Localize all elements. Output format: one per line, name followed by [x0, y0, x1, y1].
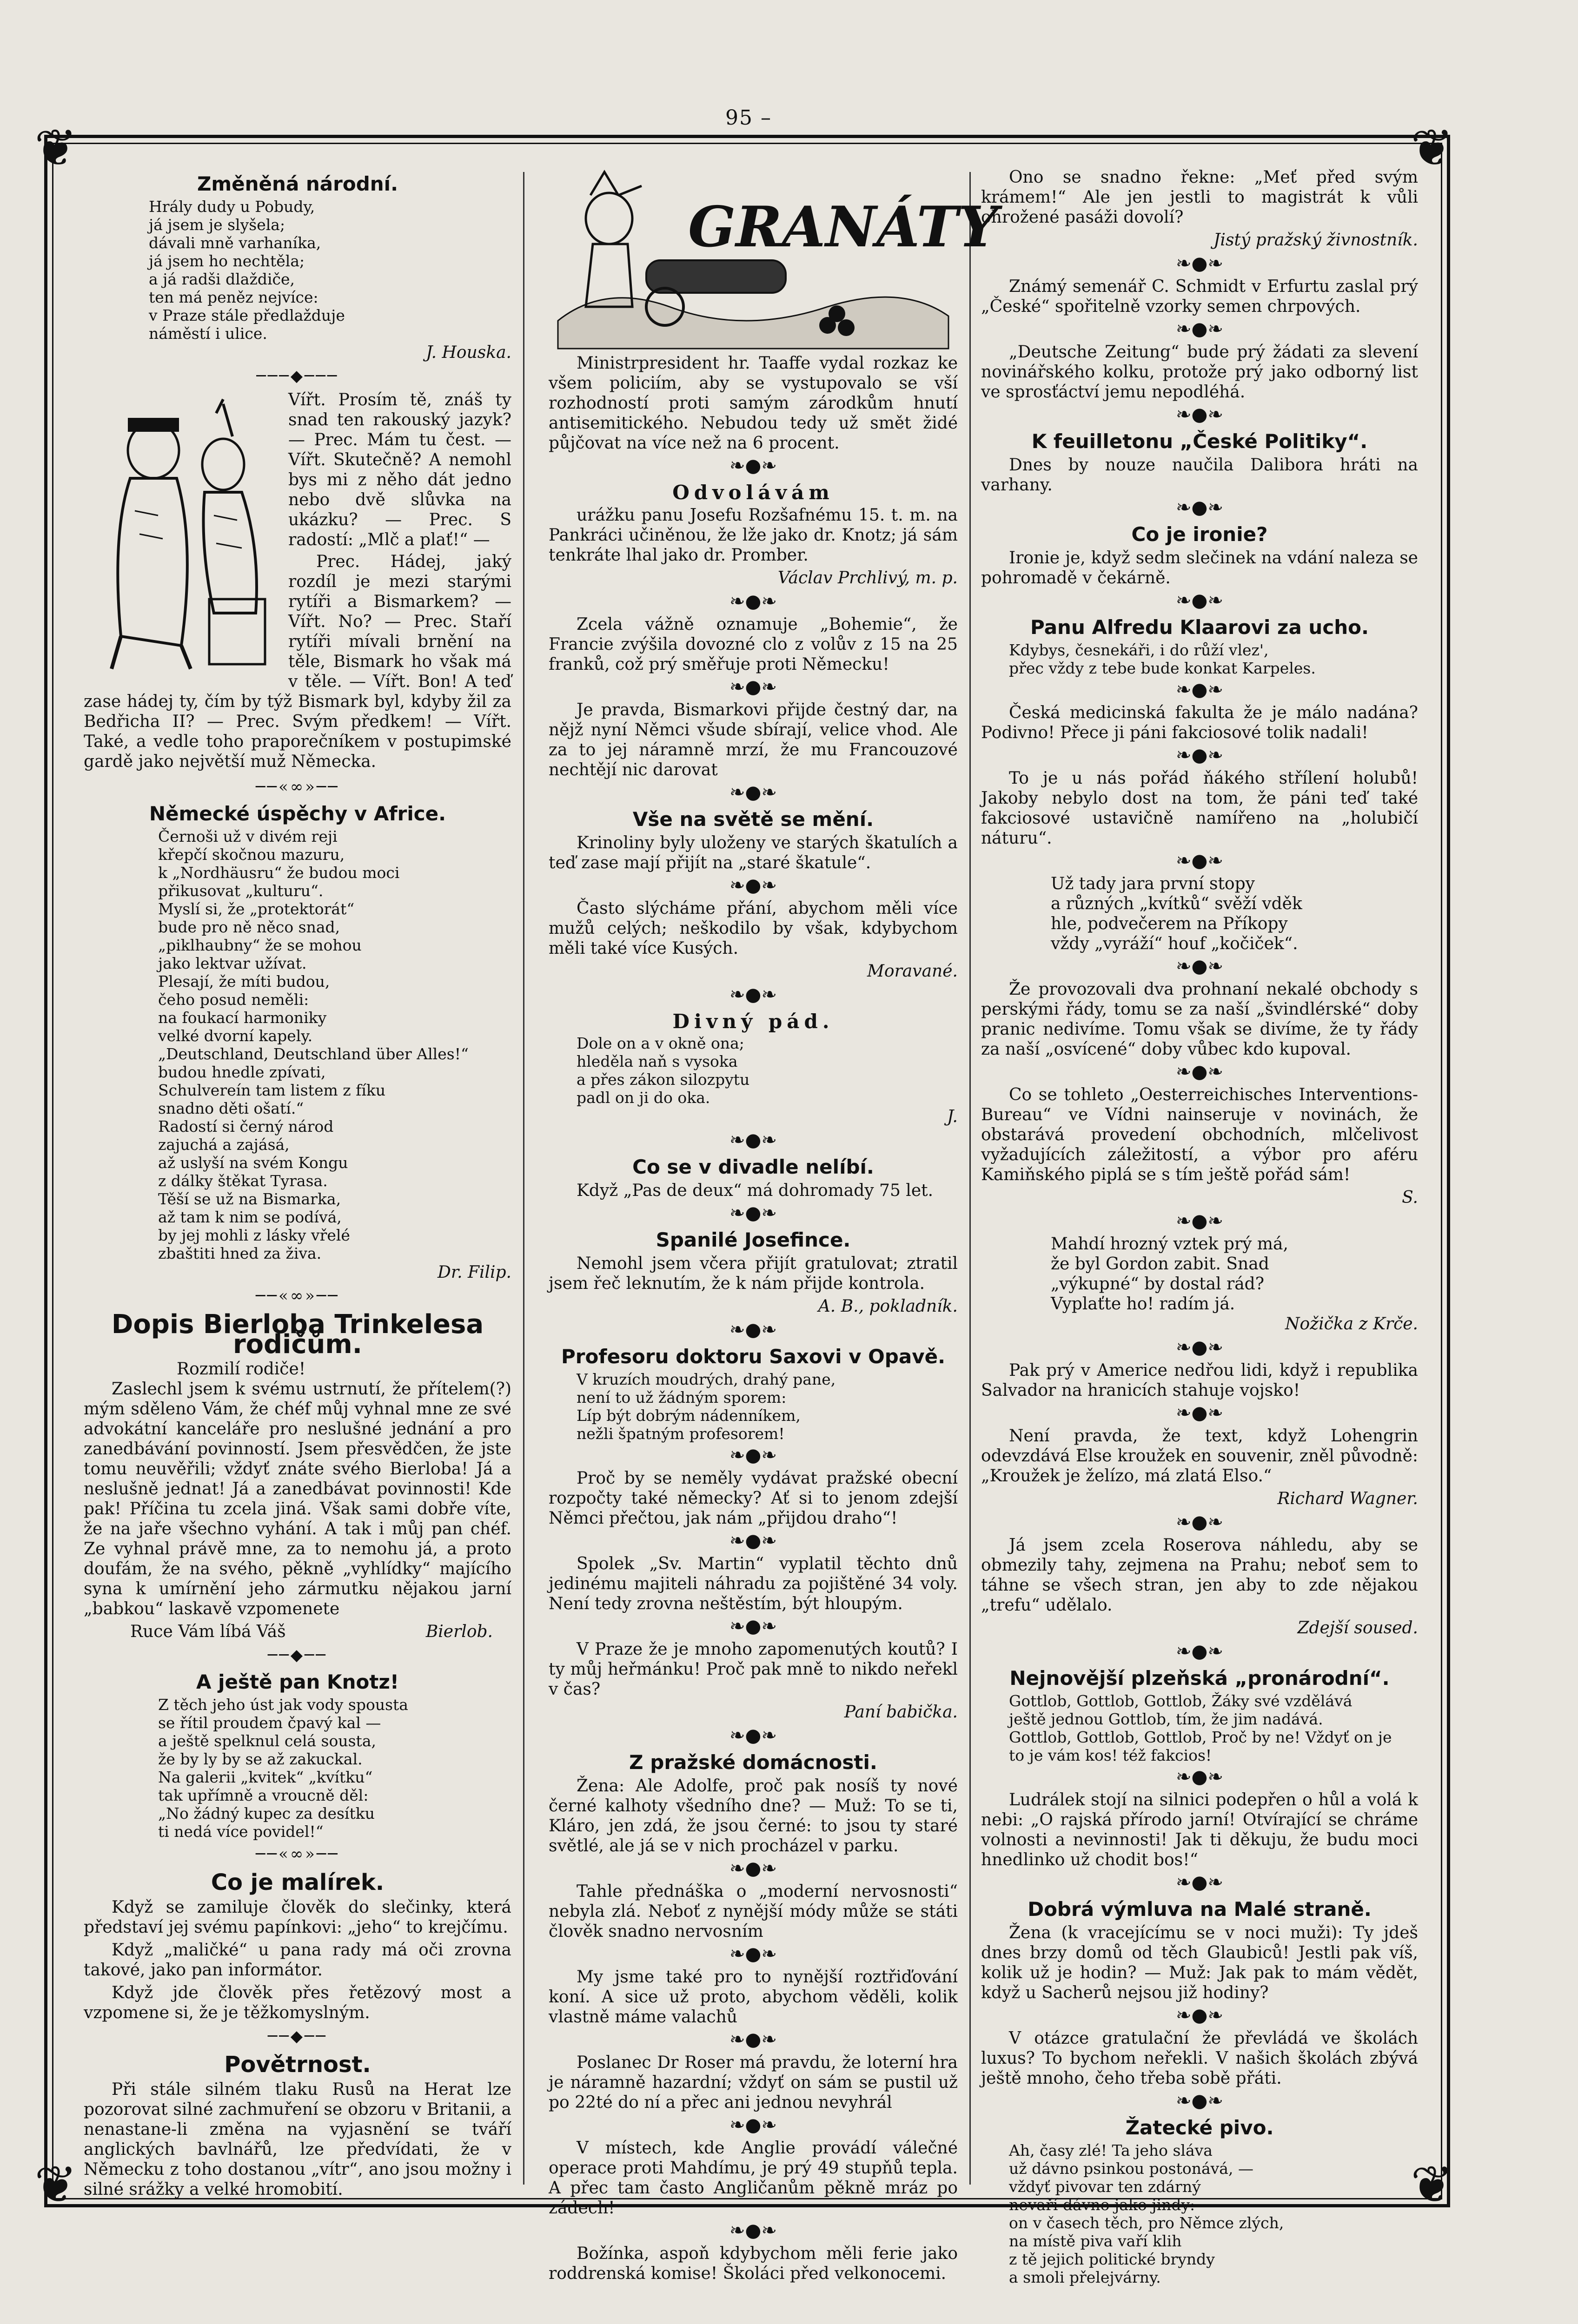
- article-body: Já jsem zcela Roserova náhledu, aby se obmezily tahy, zejmena na Prahu; neboť sem to táhne se všech stran, jen aby to zde nějakou „trefu“ udělalo.: [981, 1536, 1418, 1615]
- signature: S.: [1402, 1188, 1418, 1207]
- divider-ornament-icon: ──◆──: [267, 2027, 328, 2046]
- divider-ornament-icon: ❧●❧: [1176, 1210, 1223, 1232]
- divider-ornament-icon: ❧●❧: [729, 1445, 777, 1466]
- article-body: Známý semenář C. Schmidt v Erfurtu zaslal prý „České“ spořitelně vzorky semen chrpových.: [981, 277, 1418, 316]
- column-3: [981, 167, 1418, 2286]
- article-title: Co je ironie?: [1131, 523, 1268, 546]
- article-body: urážku panu Josefu Rozšafnému 15. t. m. na Pankráci učiněnou, že lže jako dr. Knotz; já sám tenkráte lhal jako dr. Promber.: [549, 506, 958, 565]
- article-body: V otázce gratulační že převládá ve školách luxus? To bychom neřekli. V našich školách zbývá ještě mnoho, čeho třeba sobě přáti.: [981, 2029, 1418, 2088]
- column-rule: [969, 172, 971, 2185]
- divider-ornament-icon: ❧●❧: [1176, 1766, 1223, 1788]
- article-body: Co se tohleto „Oesterreichisches Interventions-Bureau“ ve Vídni nainseruje v novinách, že obstarává provedení obchodních, mlčelivost vyžadujících záležitostí, a výbor pro aféru Kamiňského piplá se s tím ještě pořád sám!: [981, 1085, 1418, 1184]
- article-title: K feuilletonu „České Politiky“.: [1031, 430, 1368, 453]
- article-body: Žena: Ale Adolfe, proč pak nosíš ty nové černé kalhoty všedního dne? — Muž: To se ti, Kláro, jen zdá, že jsou černé: to jsou ty staré světlé, ale já se v nich procházel v parku.: [549, 1776, 958, 1855]
- divider-ornament-icon: ❧●❧: [1176, 1061, 1223, 1083]
- article-title: Německé úspěchy v Africe.: [149, 802, 446, 825]
- article-title: Panu Alfredu Klaarovi za ucho.: [1030, 616, 1369, 639]
- divider-ornament-icon: ❧●❧: [1176, 1337, 1223, 1358]
- article-body: Ono se snadno řekne: „Meť před svým krámem!“ Ale jen jestli to magistrát k vůli ohrožené pasáži dovolí?: [981, 168, 1418, 227]
- article-body: Poslanec Dr Roser má pravdu, že loterní hra je náramně hazardní; vždyť on sám se pustil už po 22té do ní a přec ani jednou nevyhrál: [549, 2053, 958, 2112]
- article-body: Tahle přednáška o „moderní nervosnosti“ nebyla zlá. Neboť z nynější módy může se státi člověk snadno nervosním: [549, 1882, 958, 1941]
- divider-ornament-icon: ──«∞»──: [256, 778, 339, 796]
- divider-ornament-icon: ❧●❧: [1176, 1512, 1223, 1533]
- poem: Dole on a v okně ona; hleděla naň s vysoka a přes zákon silozpytu padl on ji do oka.: [577, 1034, 750, 1107]
- granaty-masthead-illustration: [549, 167, 998, 349]
- page-number: 95 –: [725, 106, 772, 130]
- column-2: [549, 167, 998, 2286]
- article-body: Pak prý v Americe nedřou lidi, když i republika Salvador na hranicích stahuje vojsko!: [981, 1361, 1418, 1400]
- article-body: Božínka, aspoň kdybychom měli ferie jako roddrenská komise! Školáci před velkonocemi.: [549, 2244, 958, 2283]
- article-title: Co je malírek.: [211, 1869, 385, 1895]
- caricature-illustration: [84, 395, 279, 673]
- signature: J. Houska.: [426, 343, 511, 362]
- article-title: Dopis Bierloba Trinkelesa rodičům.: [111, 1309, 484, 1360]
- signature: A. B., pokladník.: [818, 1297, 958, 1316]
- dialog-text: Prec. Hádej, jaký rozdíl je mezi starými rytíři a Bismarkem? — Vířt. No? — Prec. Staří rytíři mívali brnění na těle, Bismark ho však má v těle. — Vířt. Bon! A teď zase hádej ty, čím by týž Bismark byl, kdyby žil za Bedřicha II? — Prec. Svým předkem! — Vířt. Také, a vedle toho praporečníkem v postupimské gardě jako největší muž Německa.: [84, 552, 511, 771]
- article-title: Spanilé Josefince.: [656, 1228, 851, 1251]
- signature: Richard Wagner.: [1277, 1489, 1418, 1508]
- divider-ornament-icon: ──«∞»──: [256, 1287, 339, 1305]
- article-body: Žena (k vracejícímu se v noci muži): Ty jdeš dnes brzy domů od těch Glaubiců! Jestli pak víš, kolik už je hodin? — Muž: Jak pak to mám vědět, když u Sacherů nejsou již hodiny?: [981, 1923, 1418, 2002]
- article-title: Vše na světě se mění.: [632, 808, 874, 831]
- article-title: Odvolávám: [672, 481, 834, 504]
- poem: Gottlob, Gottlob, Gottlob, Žáky své vzdělává ještě jednou Gottlob, tím, že jim nadává. Gottlob, Gottlob, Gottlob, Proč by ne! Vždyť on je to je vám kos! též fakcios!: [1009, 1692, 1392, 1764]
- divider-ornament-icon: ❧●❧: [1176, 745, 1223, 766]
- divider-ornament-icon: ❧●❧: [729, 875, 777, 896]
- article-body: Krinoliny byly uloženy ve starých škatulích a teď zase mají přijít na „staré škatule“.: [549, 833, 958, 872]
- article-body: Když se zamiluje člověk do slečinky, která představí jej svému papínkovi: „jeho“ to krejčímu.: [84, 1898, 511, 1937]
- article-body: My jsme také pro to nynější roztřiďování koní. A sice už proto, abychom věděli, kolik vlastně máme valachů: [549, 1967, 958, 2027]
- article-title: Co se v divadle nelíbí.: [632, 1155, 874, 1178]
- divider-ornament-icon: ❧●❧: [1176, 404, 1223, 425]
- article-body: To je u nás pořád ňákého střílení holubů! Jakoby nebylo dost na tom, že páni teď také fakciosové ustavičně namířeno na „holubičí náturu“.: [981, 769, 1418, 848]
- divider-ornament-icon: ❧●❧: [729, 2114, 777, 2136]
- divider-ornament-icon: ❧●❧: [1176, 1872, 1223, 1893]
- divider-ornament-icon: ───◆───: [256, 367, 339, 385]
- divider-ornament-icon: ❧●❧: [729, 455, 777, 476]
- column-3-items: [981, 167, 1418, 2286]
- article-body: Je pravda, Bismarkovi přijde čestný dar, na nějž nyní Němci všude sbírají, velice vhod. Ale za to jej náramně mrzí, že mu Francouzové nechtějí nic darovat: [549, 700, 958, 779]
- divider-ornament-icon: ❧●❧: [1176, 679, 1223, 700]
- column-1: [84, 167, 511, 2202]
- signature: Zdejší soused.: [1297, 1618, 1418, 1637]
- poem: Mahdí hrozný vztek prý má, že byl Gordon zabit. Snad „výkupné“ by dostal rád? Vyplaťte ho! radím já.: [1051, 1235, 1288, 1314]
- divider-ornament-icon: ❧●❧: [729, 1202, 777, 1224]
- divider-ornament-icon: ❧●❧: [1176, 2090, 1223, 2112]
- article-body: Zcela vážně oznamuje „Bohemie“, že Francie zvýšila dovozné clo z volův z 15 na 25 franků, což prý směřuje proti Německu!: [549, 615, 958, 674]
- poem: V kruzích moudrých, drahý pane, není to už žádným sporem: Líp být dobrým nádenníkem, nežli špatným profesorem!: [577, 1370, 836, 1443]
- divider-ornament-icon: ❧●❧: [729, 1943, 777, 1965]
- divider-ornament-icon: ❧●❧: [729, 676, 777, 698]
- article-title: Divný pád.: [672, 1010, 834, 1033]
- divider-ornament-icon: ──◆──: [267, 1646, 328, 1664]
- corner-ornament-icon: ❦: [1410, 2155, 1454, 2214]
- article-body: Ironie je, když sedm slečinek na vdání naleza se pohromadě v čekárně.: [981, 548, 1418, 588]
- article-title: Profesoru doktoru Saxovi v Opavě.: [561, 1345, 946, 1368]
- signature: Václav Prchlivý, m. p.: [777, 568, 958, 588]
- divider-ornament-icon: ❧●❧: [1176, 590, 1223, 611]
- corner-ornament-icon: ❦: [34, 2155, 78, 2214]
- article-body: Když jde člověk přes řetězový most a vzpomene si, že je těžkomyslným.: [84, 1983, 511, 2022]
- divider-ornament-icon: ❧●❧: [729, 2220, 777, 2241]
- signature: J.: [947, 1107, 958, 1126]
- divider-ornament-icon: ❧●❧: [729, 1858, 777, 1879]
- poem: Černoši už v divém reji křepčí skočnou mazuru, k „Nordhäusru“ že budou moci přikusovat „kulturu“. Myslí si, že „protektorát“ bude pro ně něco snad, „piklhaubny“ že se mohou jako lektvar užívat. Plesají, že míti budou, čeho posud neměli: na foukací harmoniky velké dvorní kapely. „Deutschland, Deutschland über Alles!“ budou hnedle zpívati, Schulvereín tam listem z fíku snadno děti ošatí.“ Radostí si černý národ zajuchá a zajásá, až uslyší na svém Kongu z dálky štěkat Tyrasa. Těší se už na Bismarka, až tam k nim se podívá, by jej mohli z lásky vřelé zbaštiti hned za živa.: [158, 827, 469, 1262]
- dialog-text: Vířt. Prosím tě, znáš ty snad ten rakouský jazyk? — Prec. Mám tu čest. — Vířt. Skutečně? A nemohl bys mi z něho dát jedno nebo dvě slůvka na ukázku? — Prec. S radostí: „Mlč a plať!“ —: [288, 390, 511, 549]
- article-body: „Deutsche Zeitung“ bude prý žádati za slevení novinářského kolku, protože prý jako odborný list ve sprosťáctví jemu nepodléhá.: [981, 343, 1418, 402]
- divider-ornament-icon: ❧●❧: [1176, 1641, 1223, 1662]
- article-body: V místech, kde Anglie provádí válečné operace proti Mahdímu, je prý 49 stupňů tepla. A přec tam často Angličanům pěkně mráz po zádech!: [549, 2139, 958, 2218]
- article-title: Změněná národní.: [197, 172, 398, 195]
- article-body: Dnes by nouze naučila Dalibora hráti na varhany.: [981, 456, 1418, 495]
- signature: Paní babička.: [844, 1703, 958, 1722]
- divider-ornament-icon: ❧●❧: [729, 1319, 777, 1340]
- article-body: Ludrálek stojí na silnici podepřen o hůl a volá k nebi: „O rajská přírodo jarní! Otvírající se chráme volnosti a nevinnosti! Jak ti děkuju, že budu moci hnedlinko už chodit bos!“: [981, 1790, 1418, 1869]
- article-title: A ještě pan Knotz!: [196, 1670, 399, 1693]
- article-body: Není pravda, že text, když Lohengrin odevzdává Else kroužek en souvenir, zněl původně: „Kroužek je želízo, má zlatá Elso.“: [981, 1426, 1418, 1486]
- article-body: Když „maličké“ u pana rady má oči zrovna takové, jako pan informátor.: [84, 1941, 511, 1980]
- article-body: Nemohl jsem včera přijít gratulovat; ztratil jsem řeč leknutím, že k nám přijde kontrola.: [549, 1254, 958, 1293]
- divider-ornament-icon: ❧●❧: [1176, 956, 1223, 977]
- poem: Hrály dudy u Pobudy, já jsem je slyšela; dávali mně varhaníka, já jsem ho nechtěla; a já radši dlaždiče, ten má peněz nejvíce: v Praze stále předlažduje náměstí i ulice.: [149, 198, 345, 343]
- poem: Kdybys, česnekáři, i do růží vlez', přec vždy z tebe bude konkat Karpeles.: [1009, 641, 1316, 677]
- article-title: Nejnovější plzeňská „pronárodní“.: [1009, 1667, 1390, 1690]
- divider-ornament-icon: ❧●❧: [1176, 497, 1223, 518]
- article-title: Z pražské domácnosti.: [629, 1751, 877, 1774]
- article-title: Dobrá výmluva na Malé straně.: [1028, 1898, 1372, 1921]
- signature: Moravané.: [867, 962, 958, 981]
- article-body: Česká medicinská fakulta že je málo nadána? Podivno! Přece ji páni fakciosové tolik nadali!: [981, 703, 1418, 742]
- divider-ornament-icon: ❧●❧: [729, 1530, 777, 1552]
- divider-ornament-icon: ──«∞»──: [256, 1845, 339, 1863]
- poem: Z těch jeho úst jak vody spousta se řítil proudem čpavý kal — a ještě spelknul celá sousta, že by ly by se až zakuckal. Na galerii „kvitek“ „kvítku“ tak upřímně a vroucně děl: „No žádný kupec za desítku ti nedá více povidel!“: [158, 1696, 408, 1841]
- article-body: Spolek „Sv. Martin“ vyplatil těchto dnů jedinému majiteli náhradu za pojištěné 34 voly. Není tedy zrovna neštěstím, být hloupým.: [549, 1554, 958, 1613]
- closing: Ruce Vám líbá Váš: [130, 1622, 286, 1641]
- divider-ornament-icon: ❧●❧: [1176, 850, 1223, 872]
- article-body: Ministrpresident hr. Taaffe vydal rozkaz ke všem policiím, aby se vystupovalo se vší rozhodností proti samým zárodkům hnutí antisemitického. Nebudou tedy už smět židé půjčovat na více než na 6 procent.: [549, 354, 958, 453]
- divider-ornament-icon: ❧●❧: [729, 984, 777, 1005]
- divider-ornament-icon: ❧●❧: [729, 1129, 777, 1151]
- signature: Bierlob.: [425, 1622, 493, 1641]
- divider-ornament-icon: ❧●❧: [729, 591, 777, 612]
- article-title: Povětrnost.: [224, 2052, 371, 2078]
- divider-ornament-icon: ❧●❧: [729, 1616, 777, 1637]
- corner-ornament-icon: ❦: [1410, 118, 1454, 178]
- article-body: Často slýcháme přání, abychom měli více mužů celých; neškodilo by však, kdybychom měli také více Kusých.: [549, 899, 958, 958]
- greeting: Rozmilí rodiče!: [177, 1360, 306, 1379]
- column-2-items: [549, 353, 958, 2284]
- article-body: Že provozovali dva prohnaní nekalé obchody s perskými řády, tomu se za naší „švindlérské“ doby pranic nedivíme. Tomu však se divíme, že ty řády za naší „osvícené“ doby vůbec kdo kupoval.: [981, 980, 1418, 1059]
- article-body: Zaslechl jsem k svému ustrnutí, že přítelem(?) mým sděleno Vám, že chéf můj vyhnal mne ze své advokátní kanceláře pro neslušné jednání a pro zanedbávání povinností. Jsem přesvědčen, že jste tomu neuvěřili; vždyť znáte svého Bierloba! Já a neslušně jednat! Já a zanedbávat povinnosti! Kde pak! Příčina tu zcela jiná. Však sami dobře víte, že na jaře všechno vyhání. A tak i můj pan chéf. Ze vyhnal právě mne, za to nemohu já, a proto doufám, že na svého, pěkně „vyhlídky“ majícího syna k umírnění jeho zármutku nějakou jarní „babkou“ laskavě vzpomenete: [84, 1380, 511, 1618]
- poem: Ah, časy zlé! Ta jeho sláva už dávno psinkou postonává, — vždyť pivovar ten zdárný nevaří dávno jako jindy: on v časech těch, pro Němce zlých, na místě piva vaří klih z tě jejich politické bryndy a smoli přelejvárny.: [1009, 2141, 1284, 2286]
- article-body: Proč by se neměly vydávat pražské obecní rozpočty také německy? Ať si to jenom zdejší Němci přečtou, jak nám „přijdou draho“!: [549, 1469, 958, 1528]
- article-body: Při stále silném tlaku Rusů na Herat lze pozorovat silné zachmuření se obzoru v Britanii, a nenastane-li změna na vyjasnění se tváří anglických bavlnářů, lze předvídati, že v Německu z toho dostanou „vítr“, ano jsou možny i silné srážky a velké hromobití.: [84, 2080, 511, 2199]
- masthead-title: GRANÁTY: [688, 194, 998, 260]
- article-title: Žatecké pivo.: [1125, 2116, 1274, 2139]
- divider-ornament-icon: ❧●❧: [1176, 253, 1223, 274]
- divider-ornament-icon: ❧●❧: [729, 782, 777, 803]
- corner-ornament-icon: ❦: [34, 118, 78, 178]
- column-rule: [523, 172, 524, 2185]
- signature: Dr. Filip.: [437, 1263, 511, 1282]
- signature: Nožička z Krče.: [1285, 1314, 1418, 1334]
- poem: Už tady jara první stopy a různých „kvítků“ svěží vděk hle, podvečerem na Příkopy vždy „vyráží“ houf „kočiček“.: [1051, 874, 1302, 953]
- divider-ornament-icon: ❧●❧: [1176, 1402, 1223, 1424]
- article-body: V Praze že je mnoho zapomenutých koutů? I ty můj heřmánku! Proč pak mně to nikdo neřekl v čas?: [549, 1640, 958, 1699]
- divider-ornament-icon: ❧●❧: [729, 1725, 777, 1746]
- divider-ornament-icon: ❧●❧: [729, 2029, 777, 2050]
- divider-ornament-icon: ❧●❧: [1176, 318, 1223, 340]
- divider-ornament-icon: ❧●❧: [1176, 2005, 1223, 2026]
- signature: Jistý pražský živnostník.: [1213, 231, 1418, 250]
- article-body: Když „Pas de deux“ má dohromady 75 let.: [577, 1181, 934, 1200]
